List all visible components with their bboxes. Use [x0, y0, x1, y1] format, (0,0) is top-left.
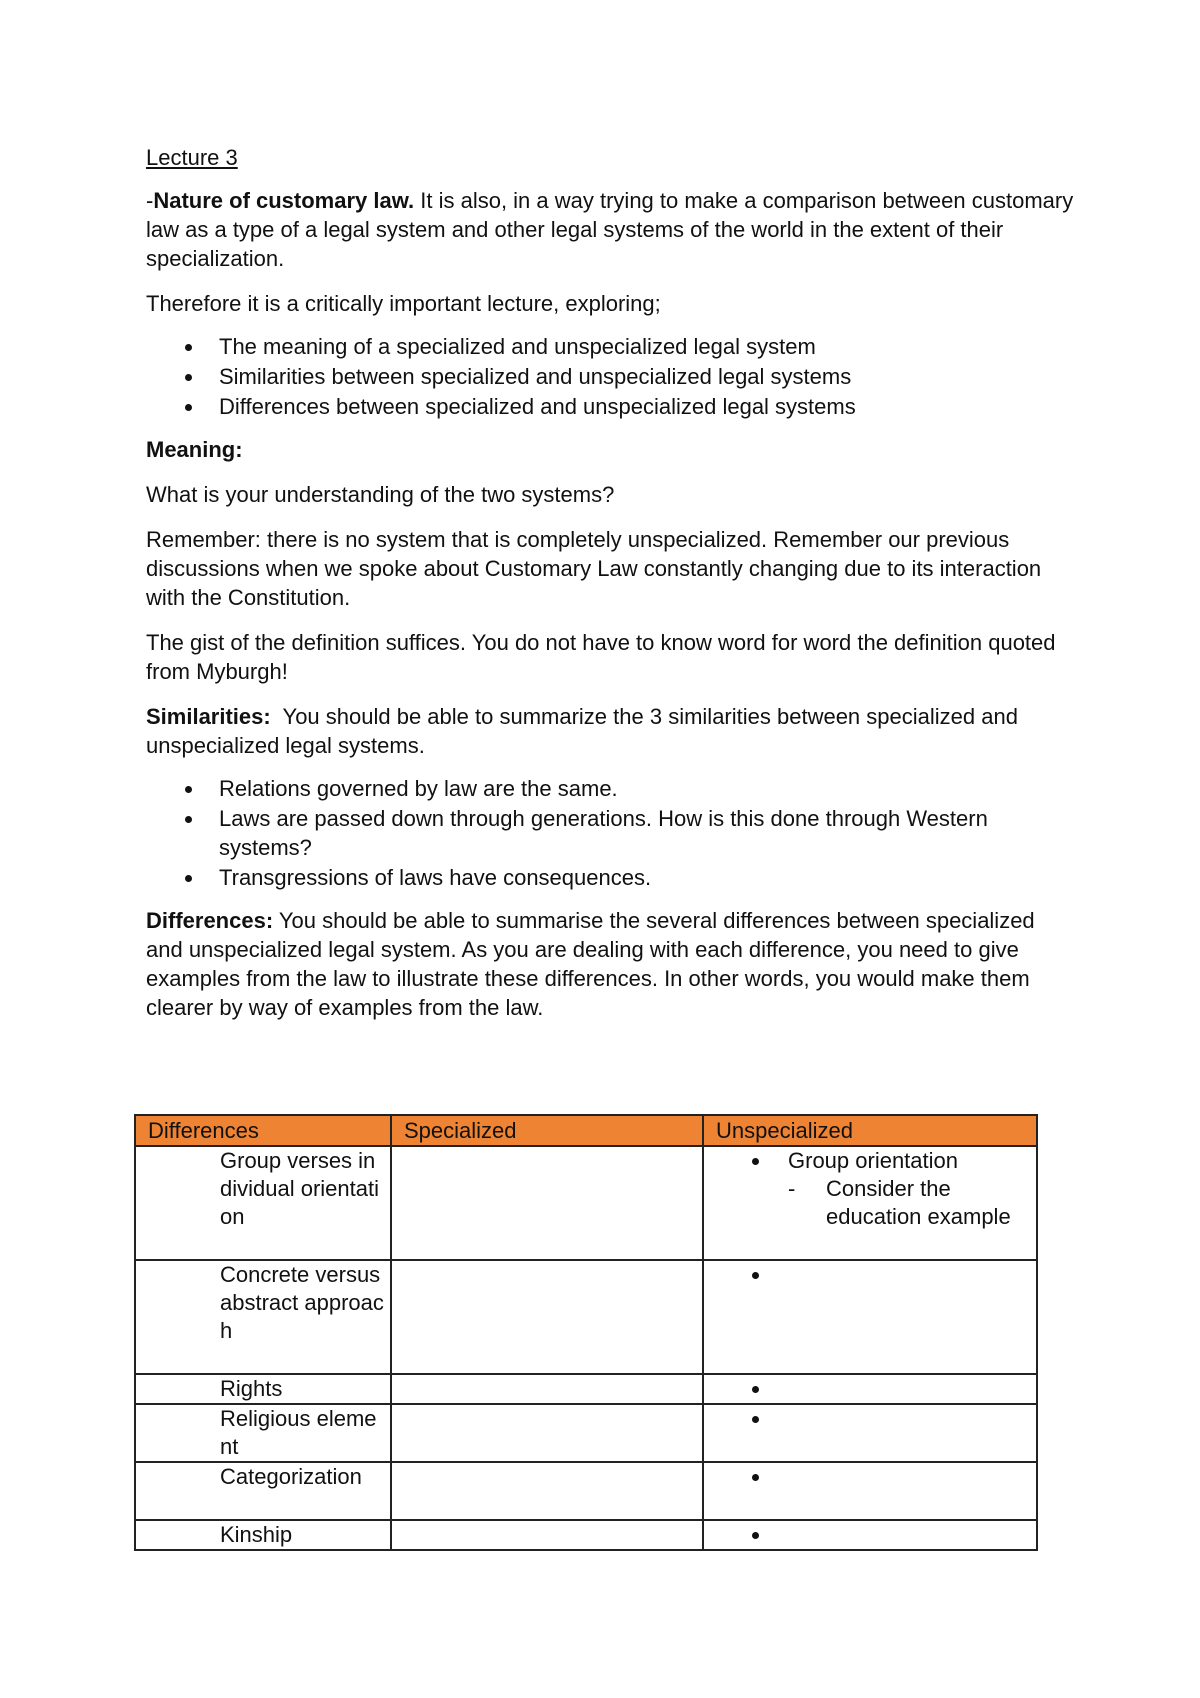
list-item: Relations governed by law are the same.	[146, 774, 1076, 803]
differences-paragraph	[146, 906, 1076, 1022]
difference-label: Concrete versus abstract approach	[220, 1262, 384, 1343]
intro-paragraph	[146, 186, 1076, 273]
list-item: The meaning of a specialized and unspecialized legal system	[146, 332, 1076, 361]
unspecialized-cell	[703, 1374, 1037, 1404]
meaning-heading-text: Meaning:	[146, 437, 243, 462]
table-row	[135, 1520, 1037, 1550]
similarities-list	[146, 774, 1076, 892]
differences-heading: Differences:	[146, 908, 274, 933]
difference-label: Group verses individual orientation	[220, 1148, 379, 1229]
unspecialized-cell	[703, 1462, 1037, 1520]
unspecialized-item	[704, 1521, 1036, 1549]
unspecialized-cell	[703, 1146, 1037, 1260]
meaning-gist: The gist of the definition suffices. You do not have to know word for word the definition quoted from Myburgh!	[146, 630, 1056, 684]
unspecialized-item	[704, 1261, 1036, 1289]
table-row	[135, 1146, 1037, 1260]
table-header-row	[135, 1115, 1037, 1146]
similarities-paragraph	[146, 702, 1076, 760]
header-specialized: Specialized	[391, 1115, 703, 1146]
intro-lead: -	[146, 188, 154, 213]
unspecialized-cell	[703, 1404, 1037, 1462]
specialized-cell	[391, 1462, 703, 1520]
intro-text: It is also, in a way trying to make a comparison between customary law as a type of a legal system and other legal systems of the world in the extent of their specialization.	[146, 188, 1074, 271]
list-item: Similarities between specialized and unspecialized legal systems	[146, 362, 1076, 391]
header-unspecialized: Unspecialized	[703, 1115, 1037, 1146]
intro-bold: Nature of customary law.	[153, 188, 415, 213]
similarities-heading: Similarities:	[146, 704, 271, 729]
list-item: Laws are passed down through generations. How is this done through Western systems?	[146, 804, 1076, 862]
unspecialized-subitem: - Consider the education example	[704, 1175, 1036, 1231]
similarities-text: You should be able to summarize the 3 similarities between specialized and unspecialized legal systems.	[146, 704, 1025, 758]
difference-label: Categorization	[220, 1464, 362, 1489]
unspecialized-item	[704, 1405, 1036, 1433]
specialized-cell	[391, 1260, 703, 1374]
page-title: Lecture 3	[146, 145, 238, 170]
difference-label: Kinship	[220, 1522, 293, 1547]
table-row	[135, 1462, 1037, 1520]
difference-label: Religious element	[220, 1406, 377, 1459]
differences-text: You should be able to summarise the several differences between specialized and unspecialized legal system. As you are dealing with each difference, you need to give examples from the law to illustrate these differences. In other words, you would make them clearer by way of examples from the law.	[146, 908, 1035, 1020]
difference-cell	[135, 1374, 391, 1404]
specialized-cell	[391, 1520, 703, 1550]
difference-label: Rights	[220, 1376, 283, 1401]
unspecialized-item	[704, 1463, 1036, 1491]
unspecialized-item	[704, 1375, 1036, 1403]
difference-cell	[135, 1260, 391, 1374]
difference-cell	[135, 1404, 391, 1462]
exploring-paragraph: Therefore it is a critically important lecture, exploring;	[146, 291, 661, 316]
specialized-cell	[391, 1146, 703, 1260]
header-differences: Differences	[135, 1115, 391, 1146]
list-item: Transgressions of laws have consequences.	[146, 863, 1076, 892]
difference-cell	[135, 1146, 391, 1260]
meaning-remember: Remember: there is no system that is completely unspecialized. Remember our previous discussions when we spoke about Customary Law constantly changing due to its interaction with the Constitution.	[146, 527, 1042, 610]
topics-list	[146, 332, 1076, 421]
list-item: Differences between specialized and unspecialized legal systems	[146, 392, 1076, 421]
specialized-cell	[391, 1374, 703, 1404]
table-row	[135, 1404, 1037, 1462]
meaning-question: What is your understanding of the two systems?	[146, 482, 615, 507]
differences-table	[134, 1114, 1038, 1551]
table-row	[135, 1374, 1037, 1404]
difference-cell	[135, 1520, 391, 1550]
document-page	[146, 143, 1076, 1038]
unspecialized-item: Group orientation	[704, 1147, 1036, 1175]
specialized-cell	[391, 1404, 703, 1462]
unspecialized-cell	[703, 1520, 1037, 1550]
difference-cell	[135, 1462, 391, 1520]
table-row	[135, 1260, 1037, 1374]
meaning-heading	[146, 435, 1076, 464]
unspecialized-cell	[703, 1260, 1037, 1374]
